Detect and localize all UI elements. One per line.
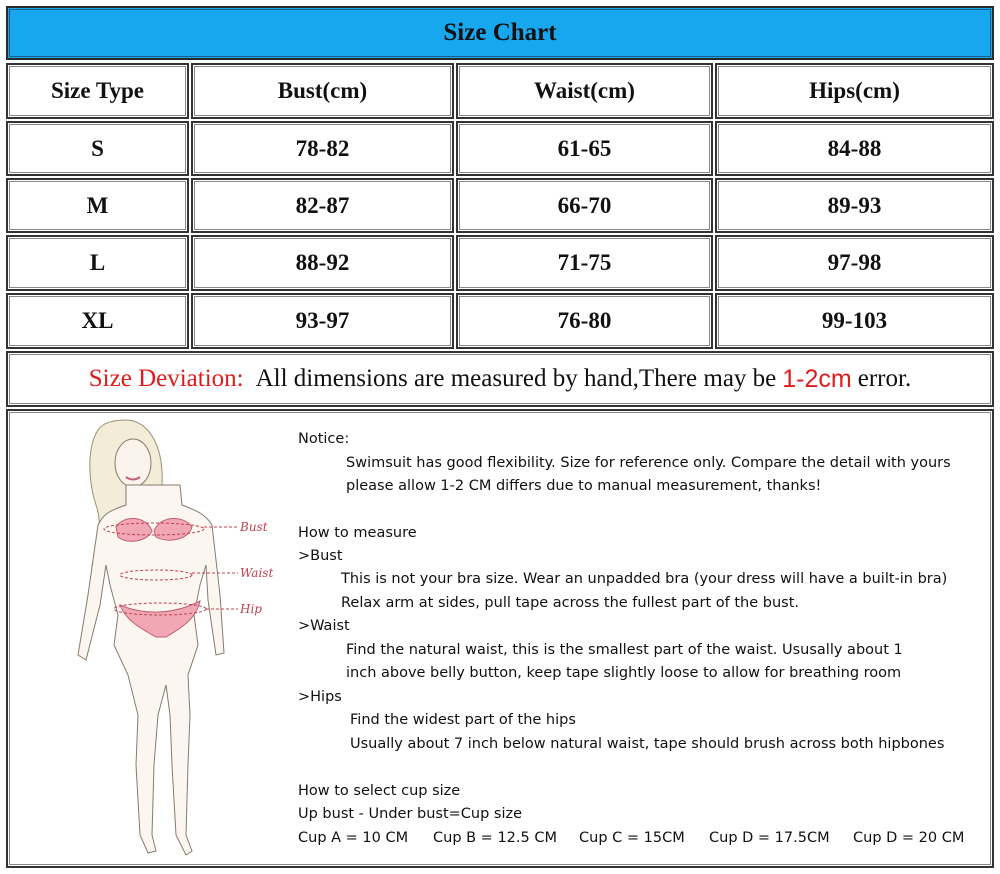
- hips-xl: 99-103: [715, 293, 994, 349]
- body-measurement-illustration: [48, 415, 298, 865]
- size-deviation-note: [6, 351, 994, 407]
- cup-c: Cup C = 15CM: [579, 830, 685, 846]
- bust-figure-label: Bust: [240, 520, 268, 534]
- hips-m: 89-93: [715, 178, 994, 233]
- bust-line-1: This is not your bra size. Wear an unpadded bra (your dress will have a built-in bra): [341, 571, 948, 587]
- measurement-guide-panel: [6, 409, 994, 868]
- how-to-measure-title: How to measure: [298, 525, 417, 541]
- deviation-label: Size Deviation:: [88, 365, 244, 392]
- bust-l: 88-92: [191, 235, 454, 291]
- hip-figure-label: Hip: [240, 602, 262, 616]
- header-waist: Waist(cm): [456, 63, 713, 119]
- deviation-text: All dimensions are measured by hand,There may be: [255, 365, 777, 392]
- waist-m: 66-70: [456, 178, 713, 233]
- size-l: L: [6, 235, 189, 291]
- header-hips: Hips(cm): [715, 63, 994, 119]
- waist-section-title: >Waist: [298, 618, 350, 634]
- notice-line-2: please allow 1-2 CM differs due to manual measurement, thanks!: [346, 478, 822, 494]
- bust-m: 82-87: [191, 178, 454, 233]
- waist-xl: 76-80: [456, 293, 713, 349]
- waist-line-2: inch above belly button, keep tape slightly loose to allow for breathing room: [346, 665, 902, 681]
- deviation-suffix: error.: [857, 365, 912, 392]
- hips-line-2: Usually about 7 inch below natural waist, tape should brush across both hipbones: [350, 736, 945, 752]
- waist-s: 61-65: [456, 121, 713, 176]
- cup-a: Cup A = 10 CM: [298, 830, 409, 846]
- bust-xl: 93-97: [191, 293, 454, 349]
- size-chart-title: Size Chart: [6, 6, 994, 60]
- cup-b: Cup B = 12.5 CM: [433, 830, 557, 846]
- hips-section-title: >Hips: [298, 689, 342, 705]
- size-xl: XL: [6, 293, 189, 349]
- bust-section-title: >Bust: [298, 548, 343, 564]
- header-size-type: Size Type: [6, 63, 189, 119]
- notice-line-1: Swimsuit has good flexibility. Size for reference only. Compare the detail with yours: [346, 455, 951, 471]
- waist-line-1: Find the natural waist, this is the smallest part of the waist. Ususally about 1: [346, 642, 903, 658]
- bust-s: 78-82: [191, 121, 454, 176]
- cup-d-20: Cup D = 20 CM: [853, 830, 965, 846]
- waist-figure-label: Waist: [240, 566, 274, 580]
- hips-line-1: Find the widest part of the hips: [350, 712, 576, 728]
- notice-title: Notice:: [298, 431, 350, 447]
- size-s: S: [6, 121, 189, 176]
- bust-line-2: Relax arm at sides, pull tape across the fullest part of the bust.: [341, 595, 799, 611]
- hips-l: 97-98: [715, 235, 994, 291]
- cup-d-17-5: Cup D = 17.5CM: [709, 830, 830, 846]
- waist-l: 71-75: [456, 235, 713, 291]
- size-m: M: [6, 178, 189, 233]
- deviation-value: 1-2cm: [782, 364, 852, 393]
- hips-s: 84-88: [715, 121, 994, 176]
- cup-size-title: How to select cup size: [298, 783, 461, 799]
- header-bust: Bust(cm): [191, 63, 454, 119]
- cup-size-formula: Up bust - Under bust=Cup size: [298, 806, 523, 822]
